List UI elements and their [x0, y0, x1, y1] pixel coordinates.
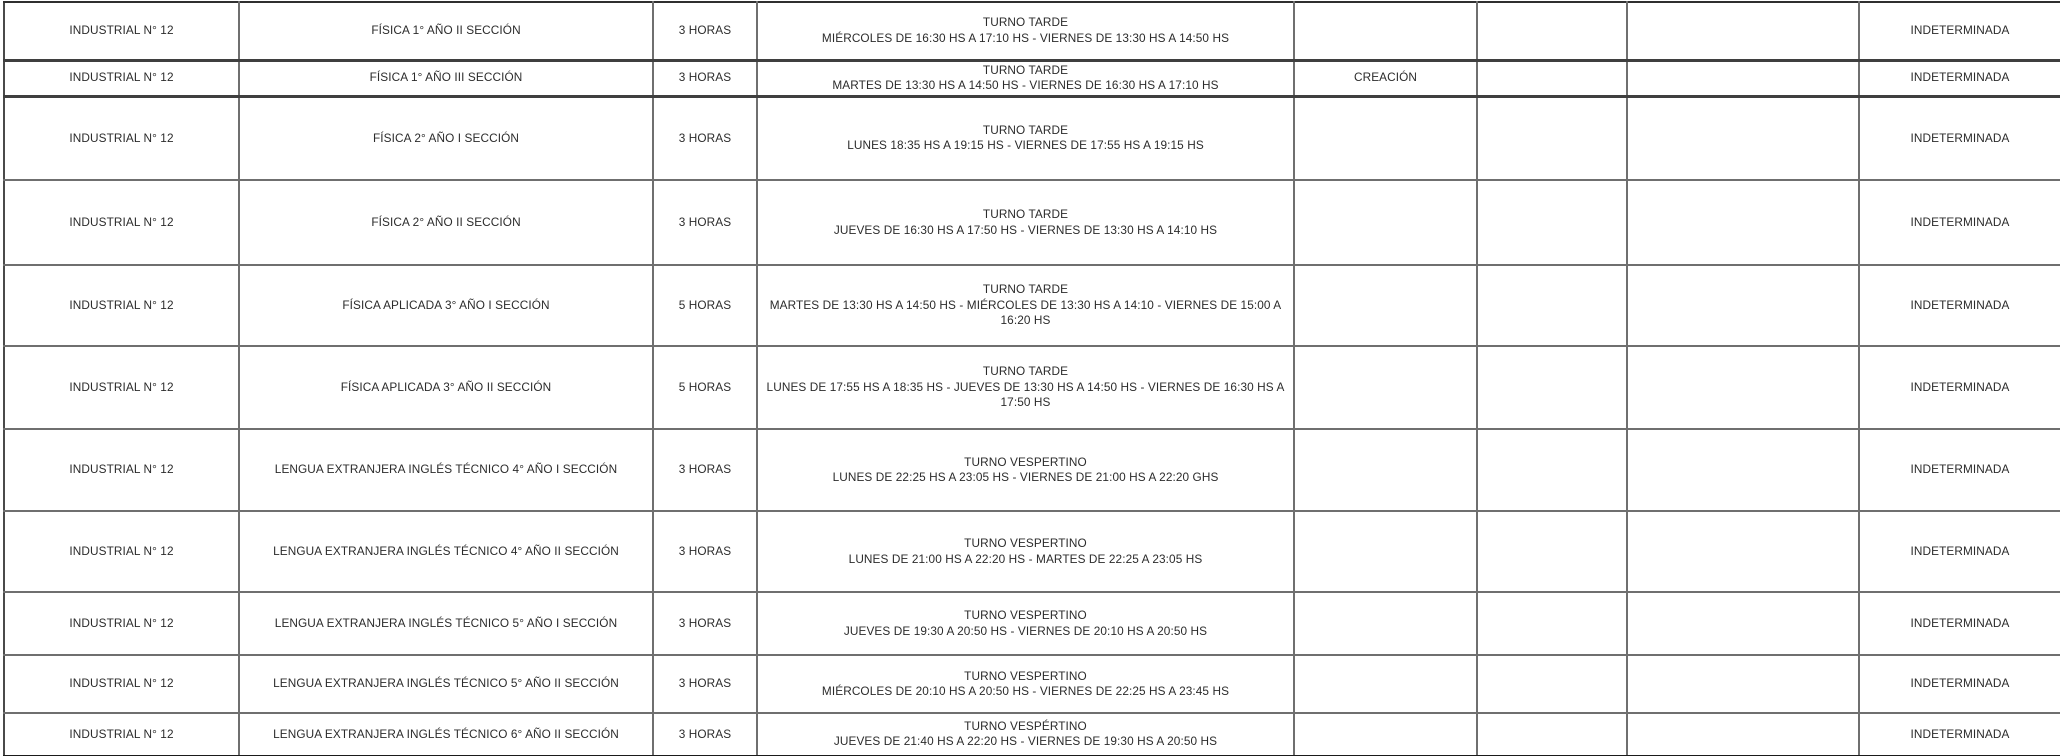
hours-cell: 3 HORAS [653, 655, 757, 713]
hours-cell: 3 HORAS [653, 713, 757, 756]
hours-cell: 3 HORAS [653, 2, 757, 60]
schedule-cell [757, 2, 1294, 60]
status-cell [1294, 592, 1477, 655]
empty-cell [1627, 60, 1859, 96]
subject-cell: LENGUA EXTRANJERA INGLÉS TÉCNICO 5° AÑO II SECCIÓN [239, 655, 653, 713]
subject-cell: FÍSICA 1° AÑO III SECCIÓN [239, 60, 653, 96]
empty-cell [1627, 96, 1859, 180]
course-schedule-table [3, 1, 2060, 756]
empty-cell [1477, 265, 1627, 346]
subject-cell: FÍSICA 2° AÑO I SECCIÓN [239, 96, 653, 180]
table-row [4, 2, 2060, 60]
institution-cell: INDUSTRIAL N° 12 [4, 713, 239, 756]
status-cell [1294, 346, 1477, 429]
times-label: JUEVES DE 19:30 A 20:50 HS - VIERNES DE 20:10 HS A 20:50 HS [843, 623, 1208, 638]
institution-cell: INDUSTRIAL N° 12 [4, 346, 239, 429]
hours-cell: 5 HORAS [653, 346, 757, 429]
table-row [4, 429, 2060, 511]
times-label: MARTES DE 13:30 HS A 14:50 HS - VIERNES DE 16:30 HS A 17:10 HS [832, 78, 1219, 93]
times-label: LUNES DE 21:00 HS A 22:20 HS - MARTES DE 22:25 A 23:05 HS [848, 551, 1203, 566]
shift-label: TURNO TARDE [982, 122, 1069, 137]
hours-cell: 3 HORAS [653, 511, 757, 592]
institution-cell: INDUSTRIAL N° 12 [4, 265, 239, 346]
subject-cell: FÍSICA APLICADA 3° AÑO I SECCIÓN [239, 265, 653, 346]
schedule-cell [757, 346, 1294, 429]
hours-cell: 3 HORAS [653, 429, 757, 511]
institution-cell: INDUSTRIAL N° 12 [4, 511, 239, 592]
empty-cell [1627, 655, 1859, 713]
shift-label: TURNO TARDE [982, 15, 1069, 30]
empty-cell [1627, 265, 1859, 346]
status-cell [1294, 655, 1477, 713]
shift-label: TURNO VESPERTINO [964, 668, 1087, 683]
status-cell [1294, 429, 1477, 511]
empty-cell [1627, 180, 1859, 265]
status-cell [1294, 511, 1477, 592]
duration-cell: INDETERMINADA [1859, 60, 2060, 96]
empty-cell [1477, 346, 1627, 429]
empty-cell [1477, 511, 1627, 592]
subject-cell: LENGUA EXTRANJERA INGLÉS TÉCNICO 6° AÑO II SECCIÓN [239, 713, 653, 756]
schedule-cell [757, 511, 1294, 592]
times-label: LUNES DE 17:55 HS A 18:35 HS - JUEVES DE 13:30 HS A 14:50 HS - VIERNES DE 16:30 HS A 17:50 HS [766, 379, 1285, 410]
duration-cell: INDETERMINADA [1859, 265, 2060, 346]
shift-label: TURNO VESPERTINO [964, 608, 1087, 623]
empty-cell [1627, 713, 1859, 756]
times-label: MIÉRCOLES DE 16:30 HS A 17:10 HS - VIERNES DE 13:30 HS A 14:50 HS [821, 30, 1230, 45]
institution-cell: INDUSTRIAL N° 12 [4, 180, 239, 265]
institution-cell: INDUSTRIAL N° 12 [4, 592, 239, 655]
schedule-cell [757, 429, 1294, 511]
table-row [4, 713, 2060, 756]
institution-cell: INDUSTRIAL N° 12 [4, 96, 239, 180]
status-cell [1294, 265, 1477, 346]
subject-cell: FÍSICA APLICADA 3° AÑO II SECCIÓN [239, 346, 653, 429]
table-row [4, 655, 2060, 713]
duration-cell: INDETERMINADA [1859, 180, 2060, 265]
times-label: LUNES DE 22:25 HS A 23:05 HS - VIERNES DE 21:00 HS A 22:20 GHS [832, 470, 1219, 485]
table-row [4, 511, 2060, 592]
schedule-cell [757, 655, 1294, 713]
institution-cell: INDUSTRIAL N° 12 [4, 429, 239, 511]
table-row [4, 180, 2060, 265]
empty-cell [1477, 180, 1627, 265]
status-cell [1294, 96, 1477, 180]
subject-cell: LENGUA EXTRANJERA INGLÉS TÉCNICO 4° AÑO II SECCIÓN [239, 511, 653, 592]
table-row [4, 265, 2060, 346]
institution-cell: INDUSTRIAL N° 12 [4, 60, 239, 96]
empty-cell [1627, 429, 1859, 511]
table-row [4, 96, 2060, 180]
shift-label: TURNO VESPERTINO [964, 536, 1087, 551]
duration-cell: INDETERMINADA [1859, 655, 2060, 713]
empty-cell [1627, 346, 1859, 429]
times-label: LUNES 18:35 HS A 19:15 HS - VIERNES DE 17:55 HS A 19:15 HS [847, 138, 1204, 153]
duration-cell: INDETERMINADA [1859, 429, 2060, 511]
empty-cell [1477, 429, 1627, 511]
empty-cell [1627, 511, 1859, 592]
shift-label: TURNO TARDE [982, 282, 1069, 297]
hours-cell: 3 HORAS [653, 592, 757, 655]
status-cell: CREACIÓN [1294, 60, 1477, 96]
status-cell [1294, 713, 1477, 756]
empty-cell [1627, 592, 1859, 655]
shift-label: TURNO TARDE [982, 364, 1069, 379]
status-cell [1294, 2, 1477, 60]
schedule-cell [757, 265, 1294, 346]
table-row [4, 60, 2060, 96]
times-label: MIÉRCOLES DE 20:10 HS A 20:50 HS - VIERNES DE 22:25 HS A 23:45 HS [821, 684, 1230, 699]
hours-cell: 3 HORAS [653, 180, 757, 265]
times-label: MARTES DE 13:30 HS A 14:50 HS - MIÉRCOLES DE 13:30 HS A 14:10 - VIERNES DE 15:00 A 16:20 HS [769, 297, 1282, 328]
empty-cell [1477, 592, 1627, 655]
schedule-cell [757, 180, 1294, 265]
subject-cell: FÍSICA 2° AÑO II SECCIÓN [239, 180, 653, 265]
empty-cell [1627, 2, 1859, 60]
institution-cell: INDUSTRIAL N° 12 [4, 2, 239, 60]
empty-cell [1477, 96, 1627, 180]
duration-cell: INDETERMINADA [1859, 346, 2060, 429]
schedule-cell [757, 713, 1294, 756]
duration-cell: INDETERMINADA [1859, 592, 2060, 655]
duration-cell: INDETERMINADA [1859, 2, 2060, 60]
hours-cell: 5 HORAS [653, 265, 757, 346]
table-row [4, 346, 2060, 429]
empty-cell [1477, 60, 1627, 96]
hours-cell: 3 HORAS [653, 60, 757, 96]
duration-cell: INDETERMINADA [1859, 511, 2060, 592]
empty-cell [1477, 2, 1627, 60]
shift-label: TURNO TARDE [982, 62, 1069, 77]
schedule-cell [757, 60, 1294, 96]
shift-label: TURNO VESPÉRTINO [964, 718, 1087, 733]
status-cell [1294, 180, 1477, 265]
schedule-cell [757, 592, 1294, 655]
shift-label: TURNO TARDE [982, 207, 1069, 222]
table-row [4, 592, 2060, 655]
hours-cell: 3 HORAS [653, 96, 757, 180]
duration-cell: INDETERMINADA [1859, 96, 2060, 180]
subject-cell: FÍSICA 1° AÑO II SECCIÓN [239, 2, 653, 60]
times-label: JUEVES DE 21:40 HS A 22:20 HS - VIERNES DE 19:30 HS A 20:50 HS [833, 734, 1218, 749]
schedule-cell [757, 96, 1294, 180]
subject-cell: LENGUA EXTRANJERA INGLÉS TÉCNICO 5° AÑO I SECCIÓN [239, 592, 653, 655]
duration-cell: INDETERMINADA [1859, 713, 2060, 756]
subject-cell: LENGUA EXTRANJERA INGLÉS TÉCNICO 4° AÑO I SECCIÓN [239, 429, 653, 511]
empty-cell [1477, 713, 1627, 756]
empty-cell [1477, 655, 1627, 713]
times-label: JUEVES DE 16:30 HS A 17:50 HS - VIERNES DE 13:30 HS A 14:10 HS [833, 222, 1218, 237]
shift-label: TURNO VESPERTINO [964, 454, 1087, 469]
institution-cell: INDUSTRIAL N° 12 [4, 655, 239, 713]
